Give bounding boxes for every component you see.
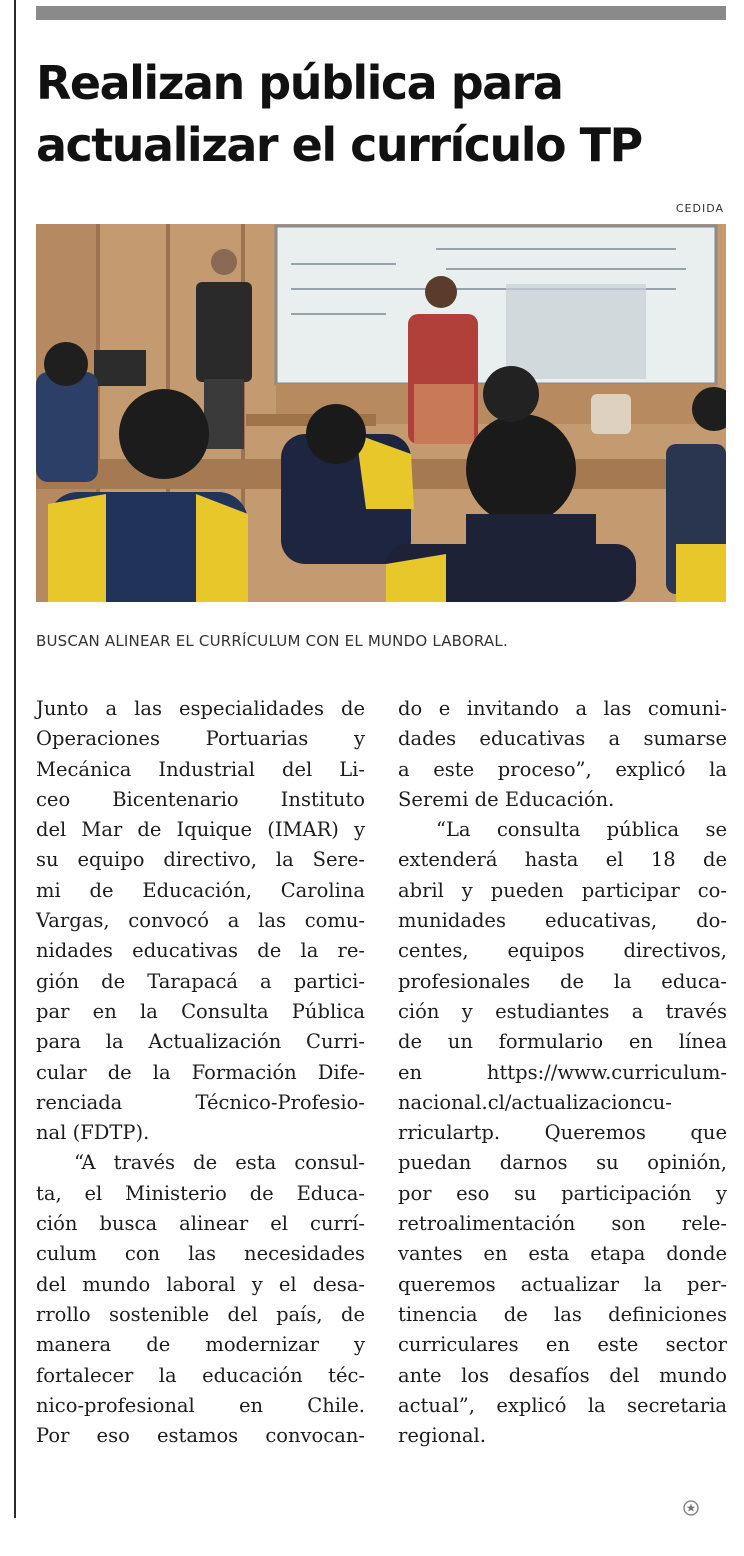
body-line: actual”, explicó la secretaria xyxy=(398,1393,727,1417)
headline-line-1: Realizan pública para xyxy=(36,56,563,110)
body-line: cular de la Formación Dife- xyxy=(36,1060,365,1084)
article-headline xyxy=(36,52,726,176)
body-line: nidades educativas de la re- xyxy=(36,939,365,963)
body-line: retroalimentación son rele- xyxy=(398,1212,727,1236)
body-line: “A través de esta consul- xyxy=(74,1151,365,1175)
body-line: ceo Bicentenario Instituto xyxy=(36,787,365,811)
body-line: su equipo directivo, la Sere- xyxy=(36,848,365,872)
body-line: rriculartp. Queremos que xyxy=(398,1121,727,1145)
headline-line-2: actualizar el currículo TP xyxy=(36,118,642,172)
body-line: ción y estudiantes a través xyxy=(398,999,727,1023)
body-line: rrollo sostenible del país, de xyxy=(36,1302,365,1326)
body-line: en https://www.curriculum- xyxy=(398,1060,727,1084)
body-line: ante los desafíos del mundo xyxy=(398,1363,727,1387)
body-line: par en la Consulta Pública xyxy=(36,999,365,1023)
body-line: fortalecer la educación téc- xyxy=(36,1363,365,1387)
body-line: Junto a las especialidades de xyxy=(36,697,365,720)
body-line: tinencia de las definiciones xyxy=(398,1302,727,1326)
body-line: culum con las necesidades xyxy=(36,1242,365,1266)
article-body-left-column xyxy=(36,694,365,1451)
body-line: gión de Tarapacá a partici- xyxy=(36,969,365,993)
classroom-photo-illustration xyxy=(36,224,726,602)
body-line: Por eso estamos convocan- xyxy=(36,1424,365,1448)
body-line: manera de modernizar y xyxy=(36,1333,365,1357)
body-line: del Mar de Iquique (IMAR) y xyxy=(36,818,365,842)
column-divider-rule xyxy=(14,0,16,1518)
body-line: nal (FDTP). xyxy=(36,1121,150,1145)
body-line: centes, equipos directivos, xyxy=(398,939,727,963)
body-line: nacional.cl/actualizacioncu- xyxy=(398,1090,672,1114)
body-line: Seremi de Educación. xyxy=(398,787,615,811)
body-line: do e invitando a las comuni- xyxy=(398,697,727,720)
body-line: regional. xyxy=(398,1424,486,1448)
star-end-icon xyxy=(683,1500,699,1516)
article-body-right-column xyxy=(398,694,727,1451)
body-line: Vargas, convocó a las comu- xyxy=(36,909,365,933)
body-line: puedan darnos su opinión, xyxy=(398,1151,727,1175)
body-line: abril y pueden participar co- xyxy=(398,878,727,902)
body-line: a este proceso”, explicó la xyxy=(398,757,727,781)
body-line: Operaciones Portuarias y xyxy=(36,727,365,751)
body-line: munidades educativas, do- xyxy=(398,909,727,933)
body-line: profesionales de la educa- xyxy=(398,969,727,993)
photo-caption: BUSCAN ALINEAR EL CURRÍCULUM CON EL MUNDO LABORAL. xyxy=(36,632,508,650)
body-line: “La consulta pública se xyxy=(436,818,727,842)
body-line: Mecánica Industrial del Li- xyxy=(36,757,365,781)
body-line: mi de Educación, Carolina xyxy=(36,878,365,902)
photo-credit: CEDIDA xyxy=(675,202,724,215)
body-line: ción busca alinear el currí- xyxy=(36,1212,365,1236)
body-line: dades educativas a sumarse xyxy=(398,727,727,751)
body-line: por eso su participación y xyxy=(398,1181,727,1205)
body-line: renciada Técnico-Profesio- xyxy=(36,1090,365,1114)
body-line: para la Actualización Curri- xyxy=(36,1030,365,1054)
body-line: vantes en esta etapa donde xyxy=(398,1242,727,1266)
section-header-bar xyxy=(36,6,726,20)
body-line: ta, el Ministerio de Educa- xyxy=(36,1181,365,1205)
body-line: nico-profesional en Chile. xyxy=(36,1393,365,1417)
body-line: curriculares en este sector xyxy=(398,1333,727,1357)
body-line: de un formulario en línea xyxy=(398,1030,727,1054)
article-photo xyxy=(36,224,726,602)
body-line: queremos actualizar la per- xyxy=(398,1272,727,1296)
body-line: del mundo laboral y el desa- xyxy=(36,1272,365,1296)
body-line: extenderá hasta el 18 de xyxy=(398,848,727,872)
